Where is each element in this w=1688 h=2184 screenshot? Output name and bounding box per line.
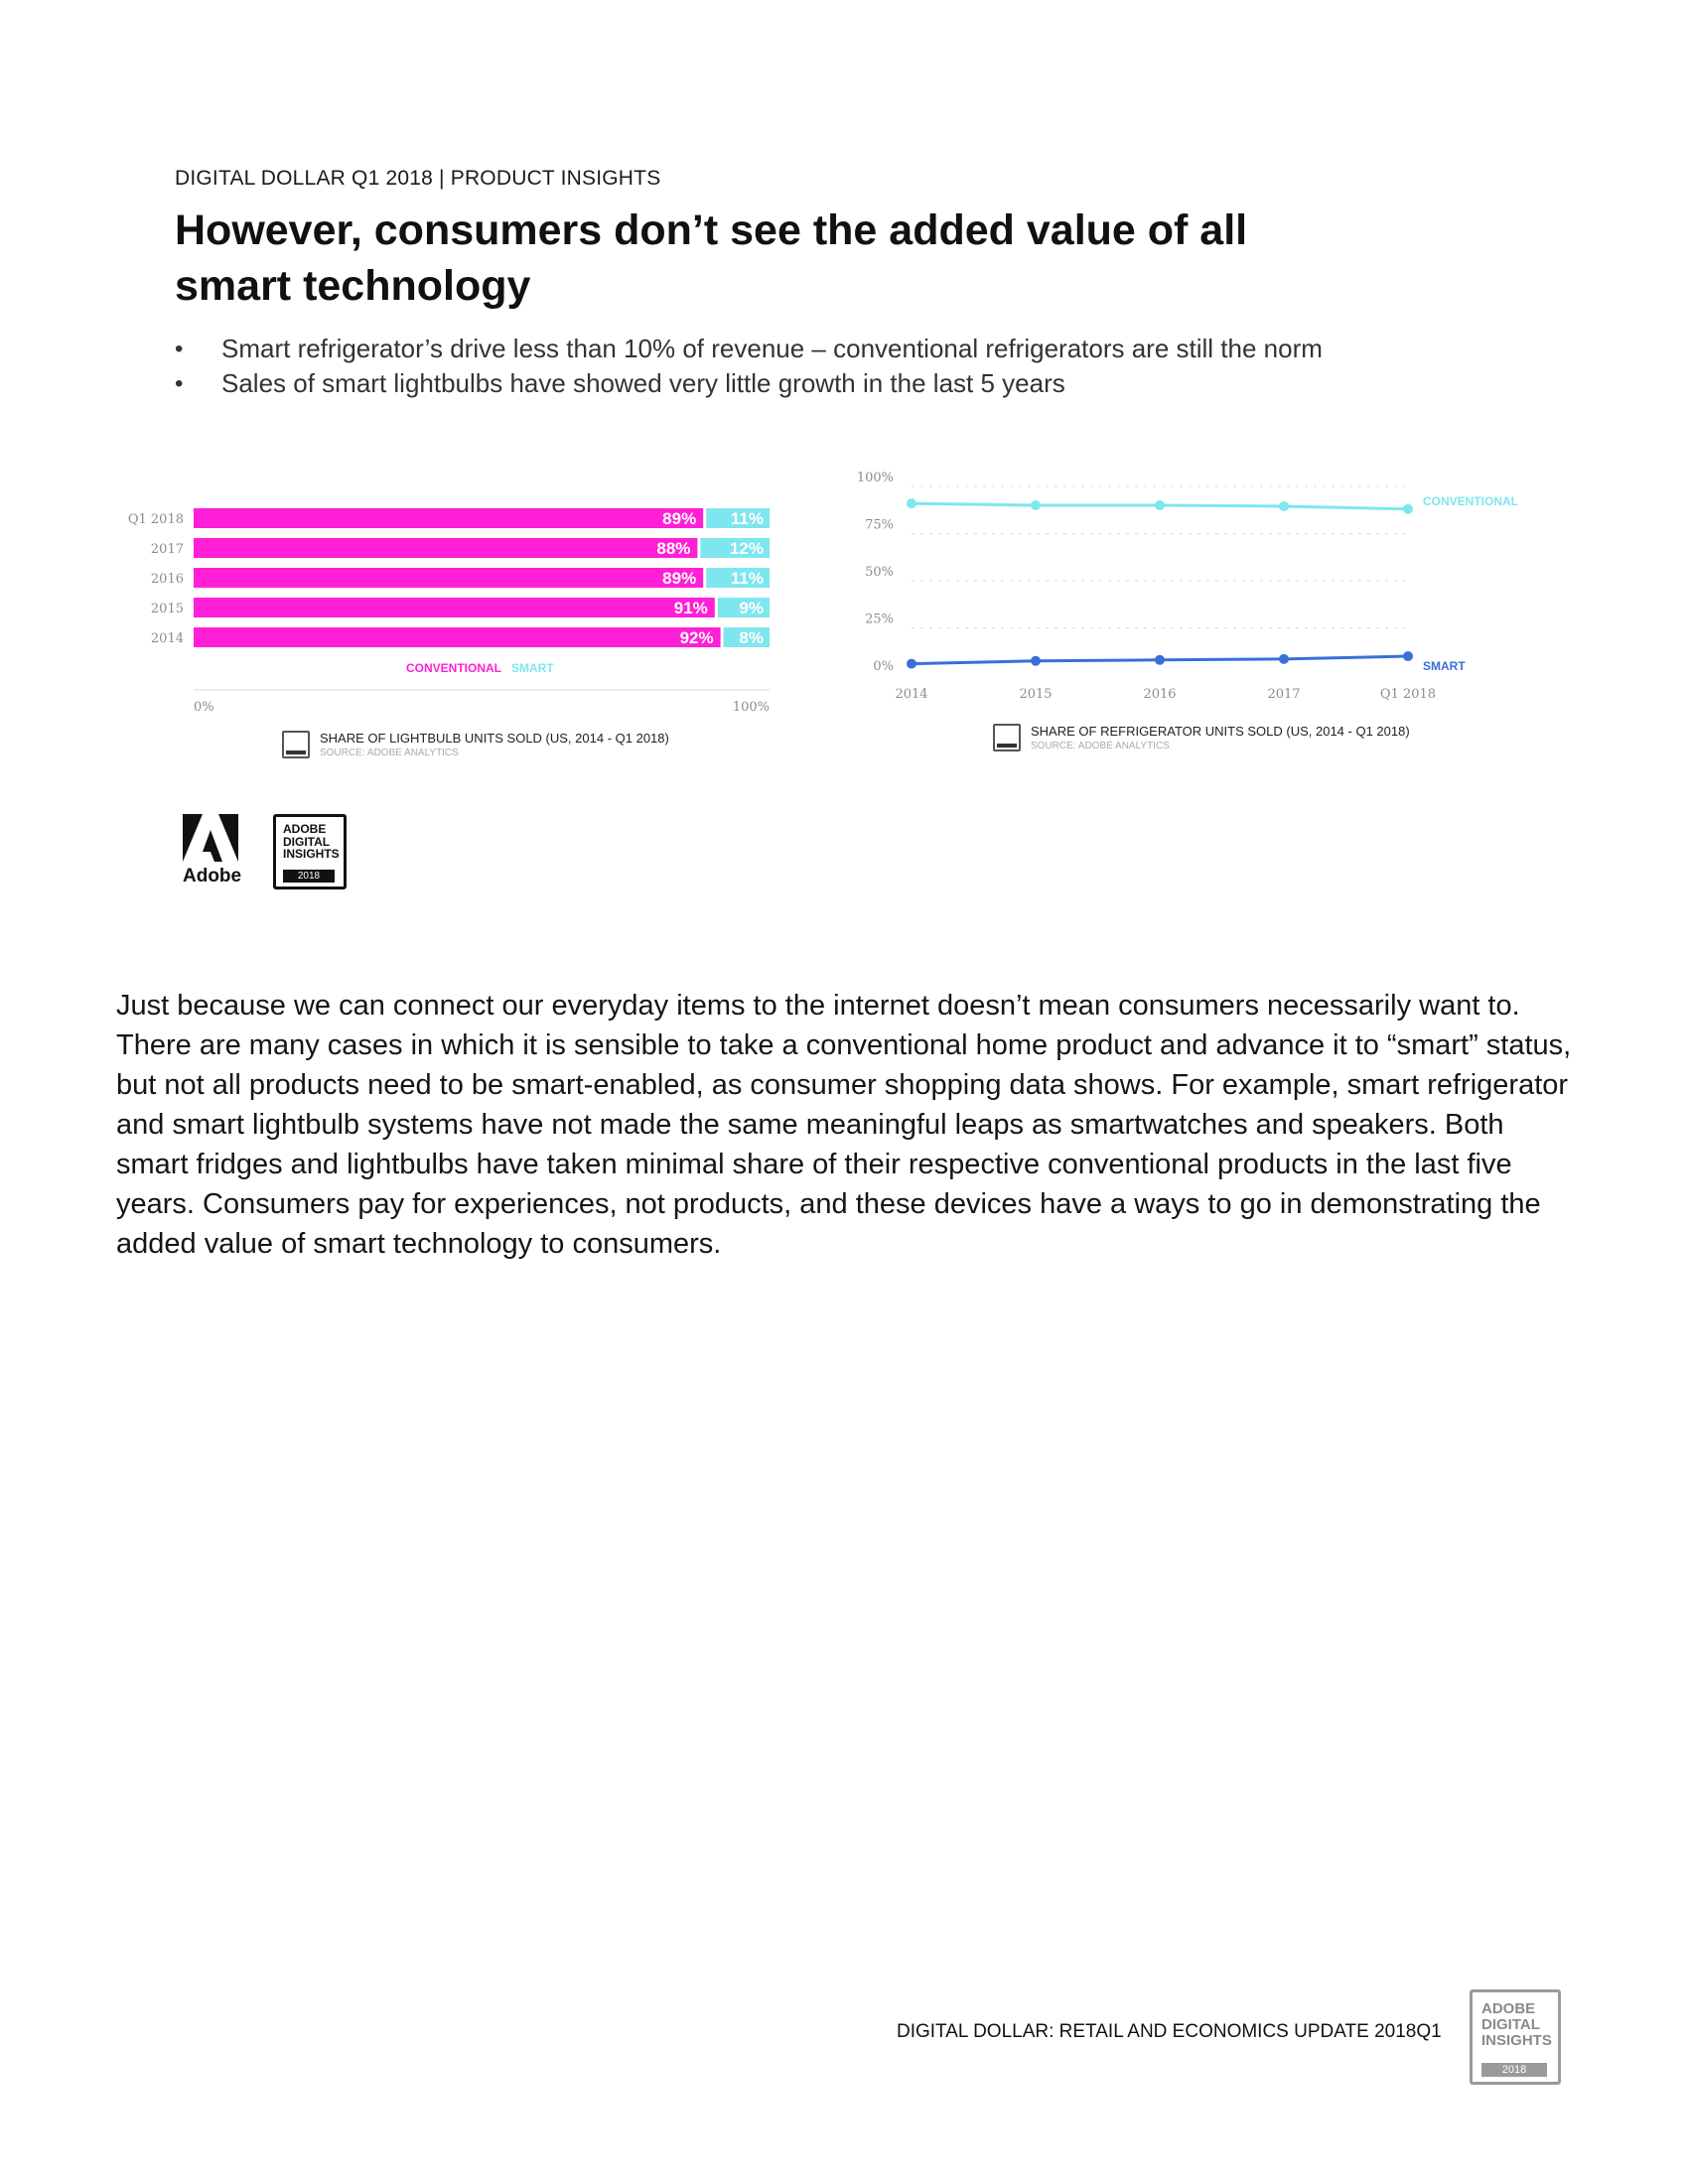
conventional-bar: [194, 568, 703, 588]
lightbulb-caption-source: SOURCE: ADOBE ANALYTICS: [320, 748, 459, 758]
conventional-point: [907, 498, 916, 508]
x-tick-label: 2015: [1019, 687, 1053, 702]
x-tick-label: 2014: [895, 687, 928, 702]
bar-category-label: 2015: [150, 602, 184, 616]
refrigerator-caption-source: SOURCE: ADOBE ANALYTICS: [1031, 741, 1170, 751]
badge-label: [283, 823, 340, 861]
x-tick-label: Q1 2018: [1379, 687, 1437, 702]
adobe-a-icon: [183, 814, 238, 862]
bullet-item: [175, 366, 1416, 401]
badge-line: ADOBE: [1481, 2000, 1536, 2017]
x-tick-label: 100%: [732, 700, 770, 715]
bullet-dot-icon: •: [175, 369, 184, 397]
footer-title: DIGITAL DOLLAR: RETAIL AND ECONOMICS UPDATE 2018Q1: [897, 2021, 1442, 2042]
bar-value-label: 12%: [729, 539, 764, 558]
smart-point: [1155, 655, 1165, 665]
badge-line: INSIGHTS: [283, 847, 340, 862]
adobe-wordmark: Adobe: [183, 866, 242, 887]
lightbulb-share-chart: [119, 467, 794, 715]
bullet-text: Sales of smart lightbulbs have showed very little growth in the last 5 years: [221, 368, 1065, 398]
body-paragraph: Just because we can connect our everyday items to the internet doesn’t mean consumers necessarily want to. There are many cases in which it is sensible to take a conventional home product and advance it to “smart” status, but not all products need to be smart-enabled, as consumer shopping data shows. For example, smart refrigerator and smart lightbulb systems have not made the same meaningful leaps as smartwatches and speakers. Both smart fridges and lightbulbs have taken minimal share of their respective conventional products in the last five years. Consumers pay for experiences, not products, and these devices have a ways to go in demonstrating the added value of smart technology to consumers.: [116, 990, 1572, 1260]
bar-value-label: 88%: [656, 539, 691, 558]
smart-point: [1403, 651, 1413, 661]
lightbulb-chart-panel: [119, 467, 794, 764]
bullet-dot-icon: •: [175, 335, 184, 362]
x-tick-label: 2016: [1143, 687, 1177, 702]
insights-badge-icon: [282, 731, 310, 758]
refrigerator-chart-caption: [993, 724, 1410, 751]
y-tick-label: 25%: [865, 612, 894, 627]
y-tick-label: 100%: [856, 471, 894, 485]
bullet-text: Smart refrigerator’s drive less than 10% of revenue – conventional refrigerators are still the norm: [221, 334, 1323, 363]
bullet-item: [175, 332, 1416, 366]
refrigerator-share-chart: [834, 467, 1549, 705]
badge-year: 2018: [283, 870, 335, 883]
refrigerator-chart-panel: [834, 467, 1549, 764]
conventional-point: [1031, 500, 1041, 510]
badge-year: 2018: [1481, 2063, 1547, 2077]
y-tick-label: 0%: [873, 659, 894, 674]
page-kicker: DIGITAL DOLLAR Q1 2018 | PRODUCT INSIGHTS: [175, 167, 661, 190]
bar-value-label: 11%: [730, 509, 764, 528]
conventional-point: [1403, 504, 1413, 514]
x-tick-label: 2017: [1267, 687, 1301, 702]
bar-category-label: 2014: [150, 631, 184, 646]
lightbulb-chart-caption: [282, 731, 669, 758]
bar-value-label: 89%: [662, 569, 697, 588]
legend-conventional: CONVENTIONAL: [406, 661, 501, 675]
badge-line: DIGITAL: [1481, 2015, 1540, 2033]
bar-value-label: 11%: [730, 569, 764, 588]
bar-value-label: 9%: [739, 599, 764, 617]
badge-line: INSIGHTS: [1481, 2031, 1552, 2049]
bar-category-label: 2016: [150, 572, 184, 587]
conventional-bar: [194, 598, 715, 617]
refrigerator-caption-title: SHARE OF REFRIGERATOR UNITS SOLD (US, 2014 - Q1 2018): [1031, 724, 1410, 739]
badge-line: ADOBE: [283, 822, 327, 836]
bar-category-label: Q1 2018: [127, 512, 184, 527]
conventional-bar: [194, 538, 697, 558]
bar-value-label: 8%: [739, 628, 764, 647]
legend-smart: SMART: [511, 661, 554, 675]
digital-insights-badge: [273, 814, 347, 889]
page-title: However, consumers don’t see the added value of all smart technology: [175, 206, 1248, 310]
y-tick-label: 75%: [865, 517, 894, 533]
bar-category-label: 2017: [150, 542, 184, 557]
smart-point: [907, 659, 916, 669]
smart-point: [1279, 654, 1289, 664]
footer-insights-badge: [1470, 1989, 1561, 2085]
smart-series-label: SMART: [1423, 659, 1466, 673]
insights-badge-icon: [993, 724, 1021, 751]
bar-value-label: 91%: [673, 599, 708, 617]
conventional-bar: [194, 627, 721, 647]
conventional-series-label: CONVENTIONAL: [1423, 493, 1518, 508]
adobe-logo: [183, 814, 242, 893]
conventional-point: [1279, 501, 1289, 511]
bar-value-label: 92%: [679, 628, 714, 647]
conventional-point: [1155, 500, 1165, 510]
smart-point: [1031, 656, 1041, 666]
badge-line: DIGITAL: [283, 834, 331, 849]
x-tick-label: 0%: [194, 700, 214, 715]
bullet-list: [175, 332, 1416, 401]
badge-label: [1481, 2001, 1552, 2048]
bar-value-label: 89%: [662, 509, 697, 528]
lightbulb-caption-title: SHARE OF LIGHTBULB UNITS SOLD (US, 2014 - Q1 2018): [320, 731, 669, 746]
y-tick-label: 50%: [865, 565, 894, 580]
conventional-bar: [194, 508, 703, 528]
